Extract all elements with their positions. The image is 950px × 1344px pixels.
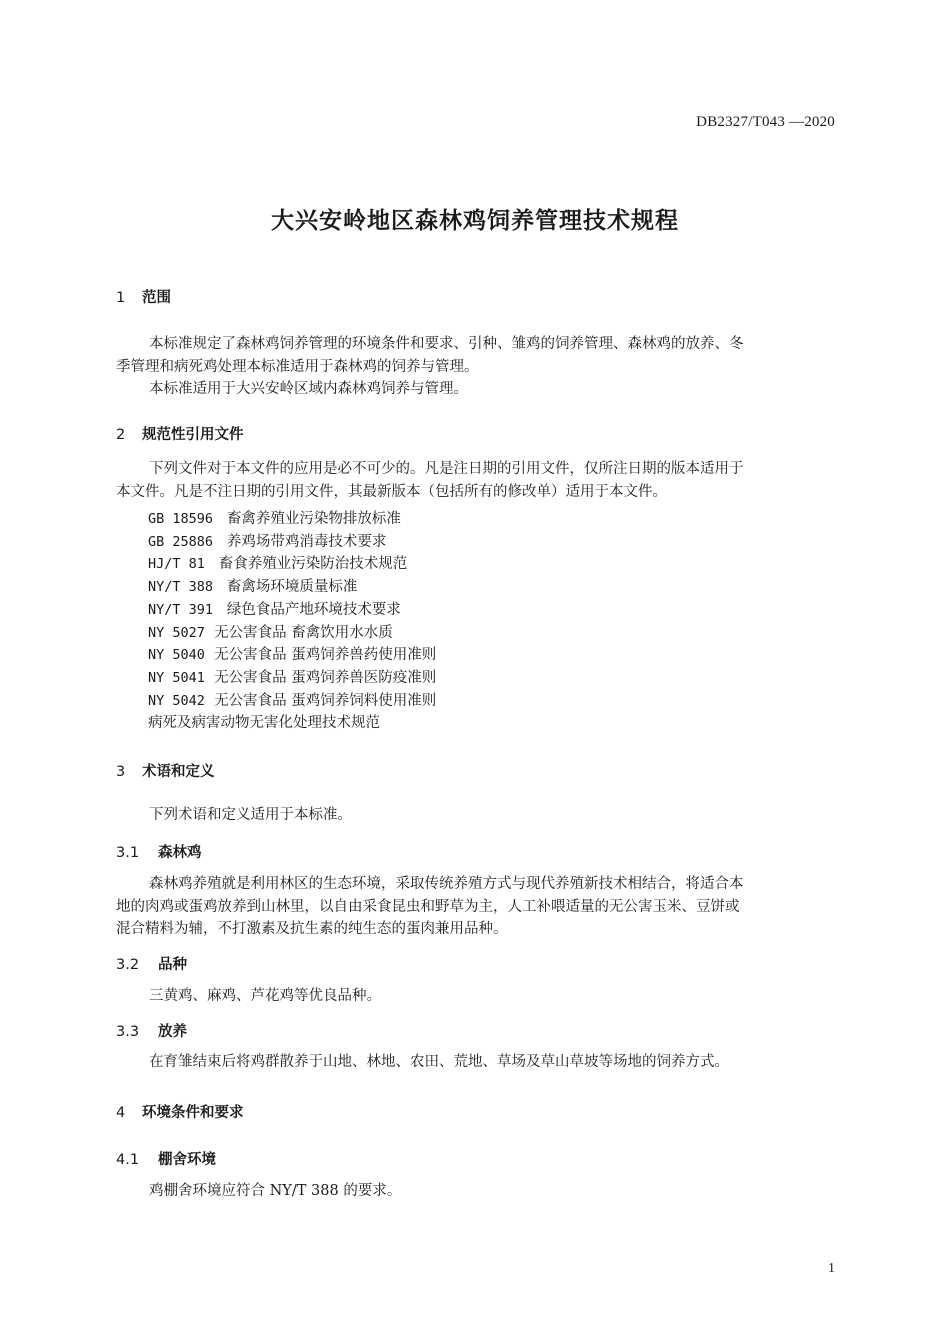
reference-item xyxy=(148,667,436,690)
section-title: 放养 xyxy=(158,1024,187,1040)
reference-item xyxy=(148,531,436,554)
reference-code: NY/T 391 xyxy=(148,601,214,618)
paragraph-line: 下列文件对于本文件的应用是必不可少的。凡是注日期的引用文件，仅所注日期的版本适用于 xyxy=(149,461,744,477)
reference-title: 无公害食品 蛋鸡饲养饲料使用准则 xyxy=(214,692,437,709)
paragraph-line: 混合精料为辅，不打激素及抗生素的纯生态的蛋肉兼用品种。 xyxy=(116,921,508,937)
section-title: 森林鸡 xyxy=(158,845,202,861)
section-number: 3.1 xyxy=(116,845,140,861)
section-1-body xyxy=(116,333,836,401)
section-number: 4.1 xyxy=(116,1152,140,1168)
paragraph-line: 本标准适用于大兴安岭区域内森林鸡饲养与管理。 xyxy=(149,381,468,397)
section-title: 术语和定义 xyxy=(142,764,215,780)
section-3-3-body xyxy=(116,1051,836,1074)
reference-title: 畜食养殖业污染防治技术规范 xyxy=(218,556,408,573)
section-title: 品种 xyxy=(158,957,187,973)
reference-item xyxy=(148,553,436,576)
section-2-heading xyxy=(116,423,244,444)
normative-reference-list xyxy=(148,508,436,735)
reference-item xyxy=(148,508,436,531)
paragraph-line: 森林鸡养殖就是利用林区的生态环境，采取传统养殖方式与现代养殖新技术相结合，将适合本 xyxy=(149,876,744,892)
reference-item xyxy=(148,622,436,645)
reference-item xyxy=(148,576,436,599)
section-number: 4 xyxy=(116,1105,126,1121)
section-3-1-heading xyxy=(116,841,202,862)
section-1-heading xyxy=(116,286,171,307)
paragraph-line: 地的肉鸡或蛋鸡放养到山林里，以自由采食昆虫和野草为主，人工补喂适量的无公害玉米、豆饼或 xyxy=(116,898,740,915)
section-title: 规范性引用文件 xyxy=(142,427,244,443)
page-number: 1 xyxy=(828,1261,835,1276)
reference-code: HJ/T 81 xyxy=(148,556,205,573)
reference-title: 无公害食品 蛋鸡饲养兽药使用准则 xyxy=(214,647,437,664)
paragraph-line: 三黄鸡、麻鸡、芦花鸡等优良品种。 xyxy=(149,988,381,1004)
section-number: 1 xyxy=(116,290,126,306)
reference-item xyxy=(148,690,436,713)
section-number: 3.2 xyxy=(116,957,140,973)
reference-code: NY/T 388 xyxy=(148,579,214,596)
section-3-3-heading xyxy=(116,1020,187,1041)
reference-title: 绿色食品产地环境技术要求 xyxy=(226,601,401,618)
section-4-heading xyxy=(116,1101,244,1122)
section-4-1-heading xyxy=(116,1148,216,1169)
reference-code: NY 5027 xyxy=(148,624,205,641)
paragraph-line: 本标准规定了森林鸡饲养管理的环境条件和要求、引种、雏鸡的饲养管理、森林鸡的放养、冬 xyxy=(149,336,744,352)
section-title: 棚舍环境 xyxy=(158,1152,216,1168)
reference-title: 无公害食品 畜禽饮用水水质 xyxy=(214,624,393,641)
reference-title: 畜禽养殖业污染物排放标准 xyxy=(226,511,401,527)
section-3-intro xyxy=(116,804,836,827)
section-2-body xyxy=(116,458,836,503)
section-title: 范围 xyxy=(142,290,171,306)
paragraph-line: 鸡棚舍环境应符合 NY/T 388 的要求。 xyxy=(149,1183,402,1199)
reference-code: NY 5040 xyxy=(148,647,205,664)
section-3-2-body xyxy=(116,985,836,1008)
reference-code: NY 5042 xyxy=(148,692,205,709)
paragraph-line: 本文件。凡是不注日期的引用文件，其最新版本（包括所有的修改单）适用于本文件。 xyxy=(116,483,667,500)
reference-title: 病死及病害动物无害化处理技术规范 xyxy=(148,715,380,732)
reference-code: GB 25886 xyxy=(148,533,214,550)
section-title: 环境条件和要求 xyxy=(142,1105,244,1121)
paragraph-line: 在育雏结束后将鸡群散养于山地、林地、农田、荒地、草场及草山草坡等场地的饲养方式。 xyxy=(149,1054,729,1070)
section-number: 3 xyxy=(116,764,126,780)
reference-title: 无公害食品 蛋鸡饲养兽医防疫准则 xyxy=(214,669,437,686)
section-3-1-body xyxy=(116,873,836,941)
reference-code: GB 18596 xyxy=(148,511,214,527)
section-number: 2 xyxy=(116,427,126,443)
section-number: 3.3 xyxy=(116,1024,140,1040)
reference-item xyxy=(148,644,436,667)
standard-code: DB2327/T043 —2020 xyxy=(696,114,835,130)
paragraph-line: 下列术语和定义适用于本标准。 xyxy=(149,807,352,823)
reference-title: 养鸡场带鸡消毒技术要求 xyxy=(226,533,387,550)
section-3-heading xyxy=(116,760,215,781)
reference-item xyxy=(148,712,436,735)
document-title: 大兴安岭地区森林鸡饲养管理技术规程 xyxy=(271,208,679,234)
section-4-1-body xyxy=(116,1180,836,1203)
paragraph-line: 季管理和病死鸡处理本标准适用于森林鸡的饲养与管理。 xyxy=(116,358,479,375)
section-3-2-heading xyxy=(116,953,187,974)
reference-code: NY 5041 xyxy=(148,669,205,686)
reference-item xyxy=(148,599,436,622)
reference-title: 畜禽场环境质量标准 xyxy=(226,579,358,596)
